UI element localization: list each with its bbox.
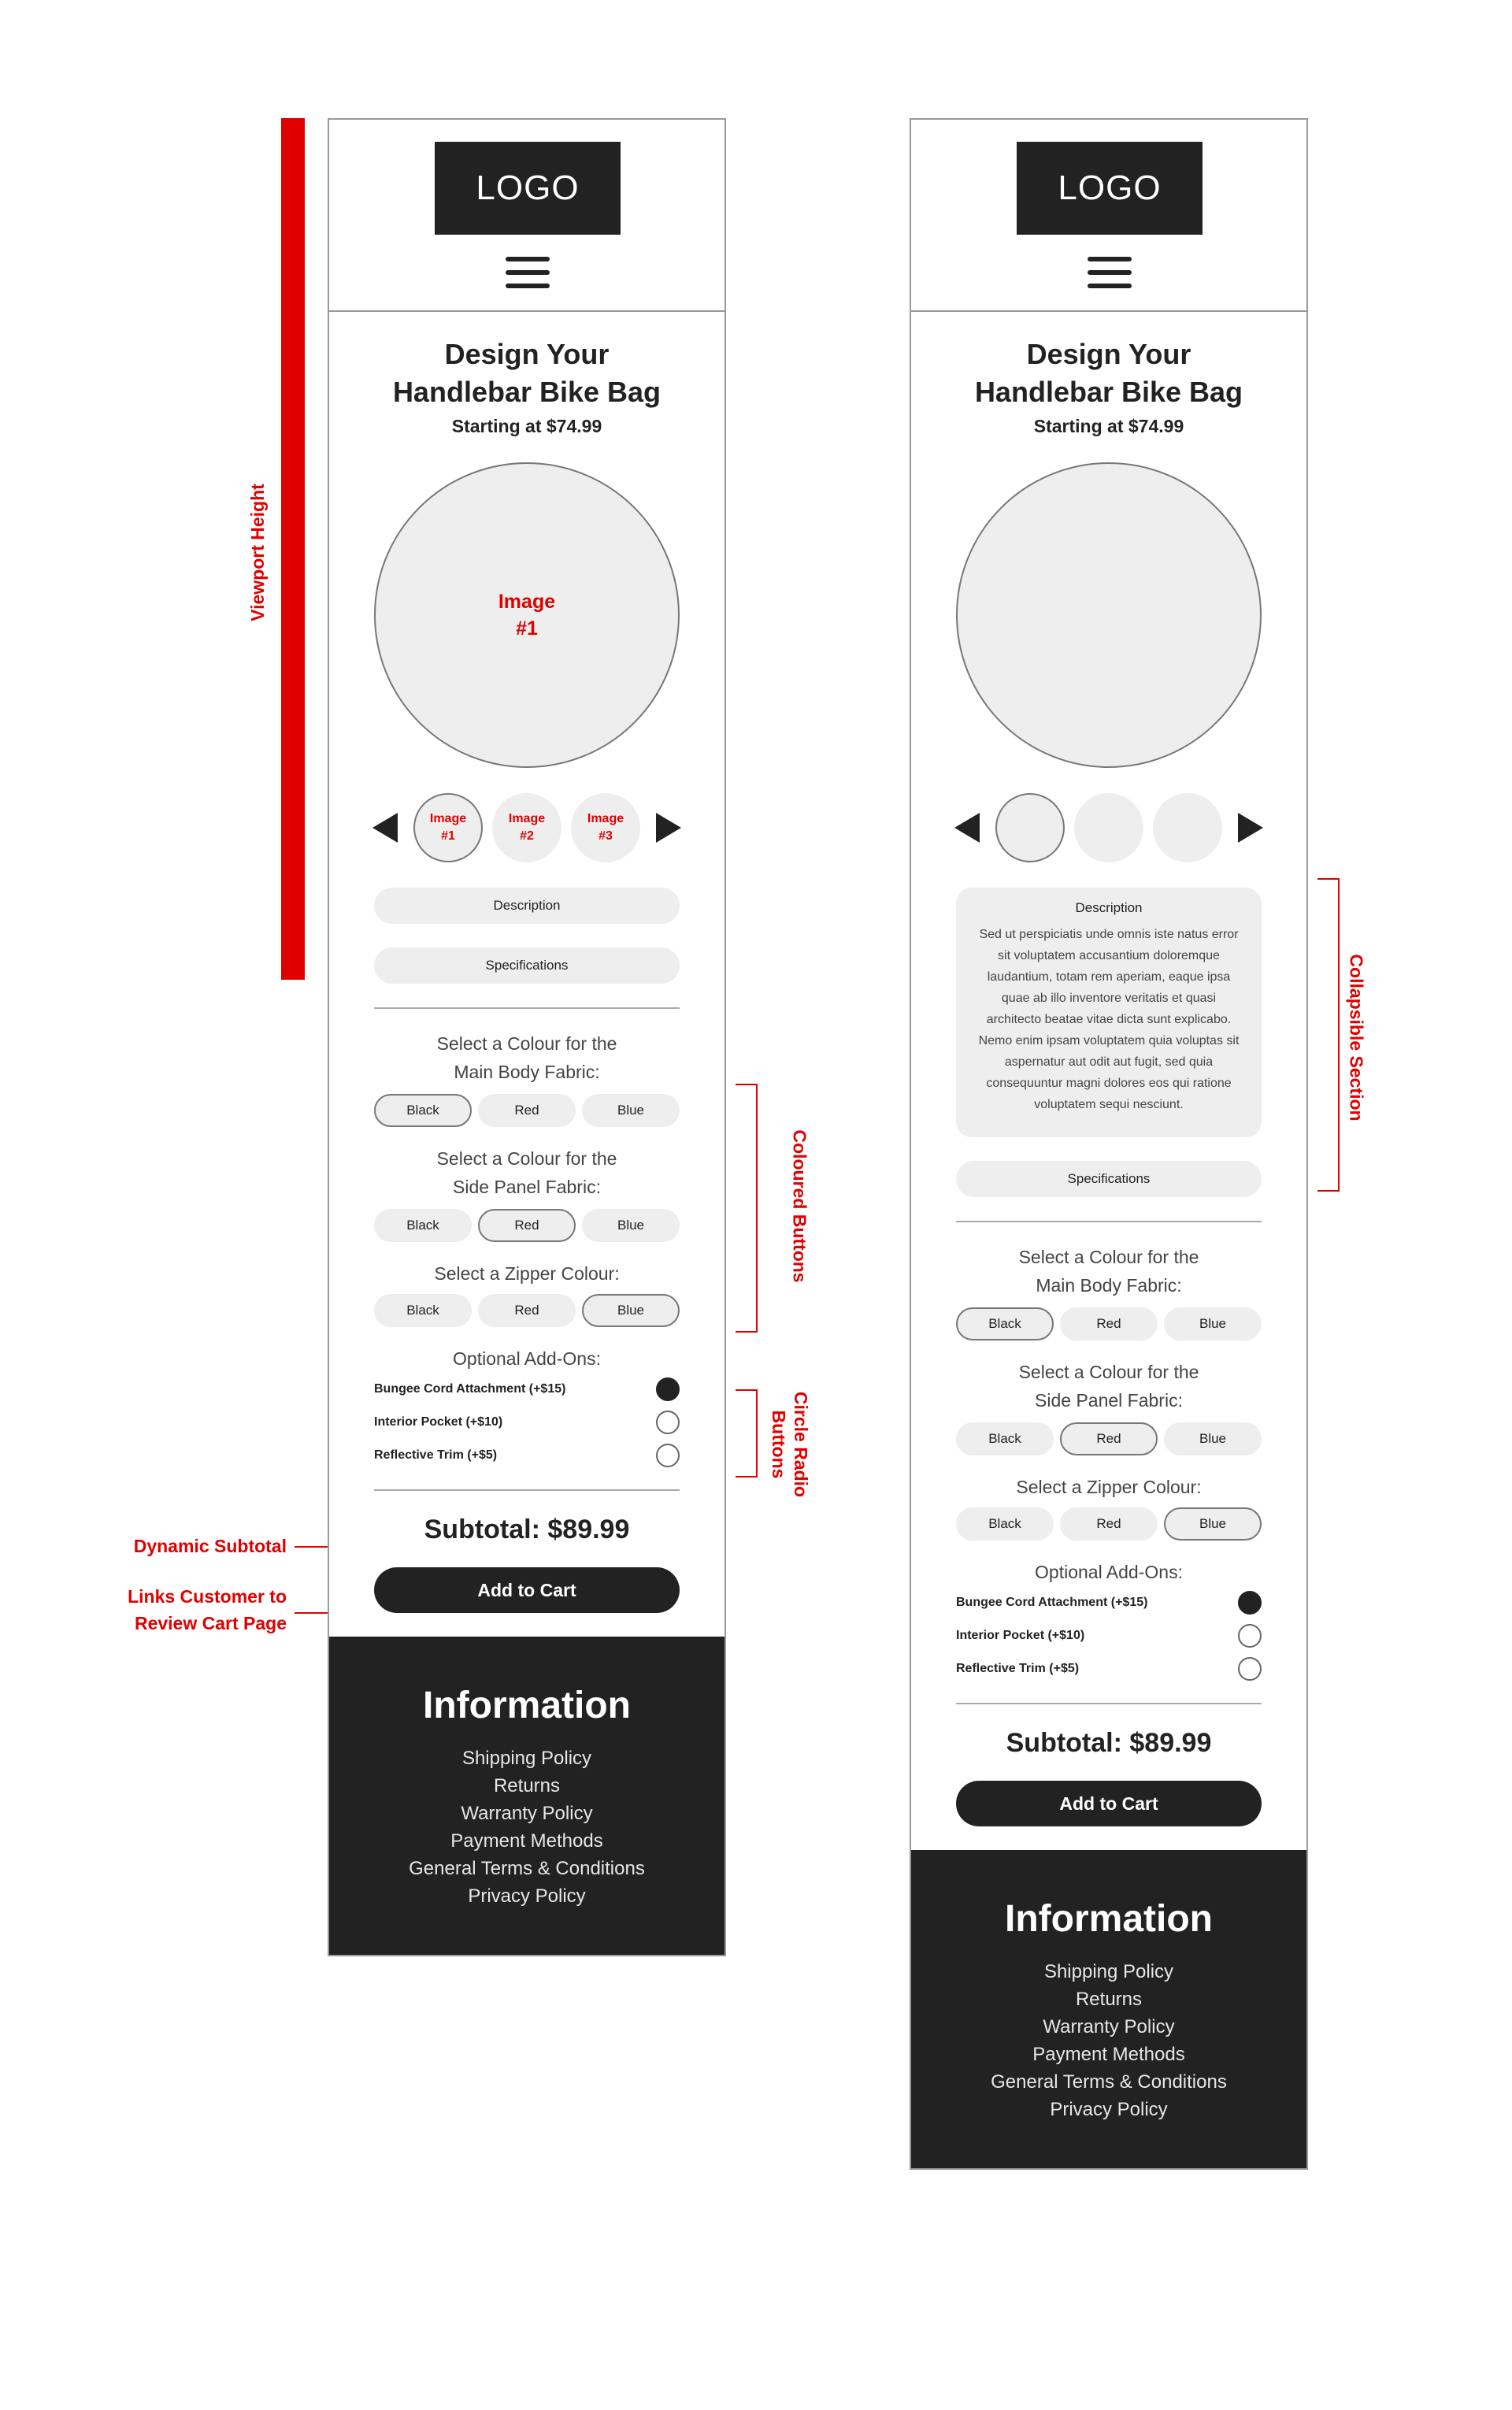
viewport-height-bar (281, 118, 305, 980)
addon-label: Interior Pocket (+$10) (374, 1415, 503, 1429)
side-panel-colour-prompt-line1: Select a Colour for the (436, 1148, 617, 1169)
circle-radio-bracket (736, 1389, 758, 1478)
zipper-blue-button[interactable]: Blue (582, 1294, 680, 1327)
page-title-line2: Handlebar Bike Bag (392, 376, 662, 408)
carousel-next-icon[interactable] (656, 813, 681, 843)
hero-image-label-line2: #1 (516, 617, 538, 640)
page-title (911, 312, 1306, 411)
wireframe-description-expanded (910, 118, 1308, 2170)
links-cart-note-line2: Review Cart Page (134, 1613, 287, 1633)
side-panel-colour-prompt (911, 1358, 1306, 1414)
addon-row[interactable] (374, 1406, 680, 1439)
addons-list (374, 1373, 680, 1472)
viewport-height-label: Viewport Height (246, 484, 268, 621)
circle-radio-label-line1: Circle Radio (791, 1391, 812, 1498)
addon-radio[interactable] (1238, 1657, 1262, 1681)
side-panel-colour-prompt-line1: Select a Colour for the (1018, 1362, 1199, 1382)
thumbnail-2[interactable] (492, 793, 561, 862)
info-link[interactable]: General Terms & Conditions (409, 1858, 645, 1879)
addon-row[interactable] (956, 1619, 1262, 1652)
starting-price: Starting at $74.99 (451, 416, 602, 436)
info-link[interactable]: Returns (493, 1775, 561, 1796)
description-panel-text: Sed ut perspiciatis unde omnis iste natus error sit voluptatem accusantium doloremque laudantium, totam rem aperiam, eaque ipsa quae ab illo inventore veritatis et quasi architecto beatae vitae dicta sunt explicabo. Nemo enim ipsam voluptatem quia voluptas sit aspernatur aut odit aut fugit, sed quia consequuntur magni dolores eos qui ratione voluptatem sequi nesciunt. (978, 928, 1240, 1111)
section-divider (374, 1489, 680, 1491)
hero-image (374, 462, 680, 768)
addons-list (956, 1586, 1262, 1685)
main-body-colour-options (329, 1094, 724, 1127)
product-configurator (329, 312, 724, 1613)
side-panel-black-button[interactable]: Black (374, 1209, 472, 1242)
zipper-colour-prompt: Select a Zipper Colour: (1016, 1477, 1202, 1497)
info-link[interactable]: Payment Methods (450, 1830, 603, 1852)
circle-radio-label-line2: Buttons (769, 1410, 790, 1479)
info-heading: Information (1005, 1898, 1213, 1940)
thumbnail-1-label-line2: #1 (441, 829, 455, 843)
info-link[interactable]: Returns (1075, 1989, 1143, 2010)
side-panel-red-button[interactable]: Red (478, 1209, 576, 1242)
zipper-red-button[interactable]: Red (478, 1294, 576, 1327)
addon-label: Bungee Cord Attachment (+$15) (956, 1596, 1148, 1609)
description-panel-title[interactable]: Description (1075, 900, 1143, 915)
main-body-black-button[interactable]: Black (374, 1094, 472, 1127)
addon-row[interactable] (956, 1652, 1262, 1685)
main-body-red-button[interactable]: Red (1060, 1307, 1158, 1340)
side-panel-colour-options (911, 1422, 1306, 1455)
side-panel-red-button[interactable]: Red (1060, 1422, 1158, 1455)
main-body-blue-button[interactable]: Blue (1164, 1307, 1262, 1340)
addon-radio[interactable] (1238, 1624, 1262, 1648)
image-carousel (911, 792, 1306, 864)
add-to-cart-button[interactable]: Add to Cart (956, 1781, 1262, 1826)
main-body-colour-prompt-line2: Main Body Fabric: (1036, 1275, 1182, 1296)
info-link[interactable]: Warranty Policy (1043, 2016, 1175, 2037)
thumbnail-3[interactable] (1153, 793, 1222, 862)
image-carousel (329, 792, 724, 864)
carousel-prev-icon[interactable] (372, 813, 398, 843)
product-configurator (911, 312, 1306, 1826)
collapsible-bracket (1317, 878, 1340, 1192)
info-link[interactable]: General Terms & Conditions (991, 2071, 1227, 2093)
info-link[interactable]: Shipping Policy (461, 1748, 592, 1769)
info-footer (911, 1850, 1306, 2168)
specifications-toggle-button[interactable]: Specifications (374, 947, 680, 984)
thumbnail-1[interactable] (995, 793, 1065, 862)
specifications-toggle-button[interactable]: Specifications (956, 1161, 1262, 1197)
main-body-colour-options (911, 1307, 1306, 1340)
add-to-cart-button[interactable]: Add to Cart (374, 1567, 680, 1613)
addon-row[interactable] (374, 1439, 680, 1472)
logo[interactable]: LOGO (435, 142, 621, 235)
coloured-buttons-bracket (736, 1084, 758, 1333)
info-link[interactable]: Shipping Policy (1043, 1961, 1174, 1982)
hamburger-menu-icon[interactable] (1088, 257, 1132, 288)
links-cart-note (79, 1583, 287, 1637)
side-panel-colour-prompt (329, 1144, 724, 1201)
zipper-colour-options (329, 1294, 724, 1327)
main-body-red-button[interactable]: Red (478, 1094, 576, 1127)
page-title-line1: Design Your (1026, 338, 1191, 370)
site-header (329, 120, 724, 312)
wireframe-default (328, 118, 726, 1956)
addon-row[interactable] (956, 1586, 1262, 1619)
info-links (911, 1958, 1306, 2123)
thumbnail-2[interactable] (1074, 793, 1143, 862)
collapsible-label: Collapsible Section (1346, 954, 1367, 1122)
subtotal: Subtotal: $89.99 (424, 1515, 630, 1544)
description-toggle-button[interactable]: Description (374, 888, 680, 924)
info-link[interactable]: Payment Methods (1032, 2044, 1185, 2065)
zipper-colour-prompt: Select a Zipper Colour: (434, 1263, 620, 1284)
main-body-colour-prompt (911, 1243, 1306, 1300)
circle-radio-label (768, 1392, 812, 1497)
hamburger-menu-icon[interactable] (506, 257, 550, 288)
site-header (911, 120, 1306, 312)
zipper-colour-options (911, 1507, 1306, 1541)
thumbnail-1-label-line1: Image (429, 812, 467, 825)
section-divider (956, 1703, 1262, 1704)
side-panel-blue-button[interactable]: Blue (1164, 1422, 1262, 1455)
carousel-prev-icon[interactable] (954, 813, 980, 843)
hero-image-label-line1: Image (498, 591, 556, 613)
addons-heading: Optional Add-Ons: (453, 1348, 601, 1369)
logo[interactable]: LOGO (1017, 142, 1203, 235)
info-footer (329, 1637, 724, 1955)
addon-label: Reflective Trim (+$5) (374, 1448, 498, 1462)
side-panel-colour-options (329, 1209, 724, 1242)
addon-radio[interactable] (1238, 1591, 1262, 1615)
zipper-black-button[interactable]: Black (374, 1294, 472, 1327)
addon-label: Interior Pocket (+$10) (956, 1629, 1085, 1642)
page-title (329, 312, 724, 411)
info-link[interactable]: Warranty Policy (461, 1803, 593, 1824)
side-panel-colour-prompt-line2: Side Panel Fabric: (1035, 1390, 1183, 1411)
thumbnail-3-label-line2: #3 (598, 829, 613, 843)
main-body-colour-prompt-line2: Main Body Fabric: (454, 1062, 600, 1082)
info-heading: Information (423, 1685, 631, 1726)
zipper-blue-button[interactable]: Blue (1164, 1507, 1262, 1541)
thumbnail-1[interactable] (413, 793, 483, 862)
thumbnail-2-label-line1: Image (508, 812, 546, 825)
side-panel-black-button[interactable]: Black (956, 1422, 1054, 1455)
main-body-black-button[interactable]: Black (956, 1307, 1054, 1340)
addon-row[interactable] (374, 1373, 680, 1406)
addon-label: Reflective Trim (+$5) (956, 1662, 1080, 1675)
coloured-buttons-label: Coloured Buttons (789, 1129, 810, 1283)
carousel-next-icon[interactable] (1238, 813, 1263, 843)
addon-radio[interactable] (656, 1411, 680, 1434)
zipper-black-button[interactable]: Black (956, 1507, 1054, 1541)
page-title-line1: Design Your (444, 338, 610, 370)
addons-heading: Optional Add-Ons: (1035, 1562, 1183, 1582)
addon-radio[interactable] (656, 1377, 680, 1401)
starting-price: Starting at $74.99 (1033, 416, 1184, 436)
thumbnail-3-label-line1: Image (587, 812, 624, 825)
info-link[interactable]: Privacy Policy (1050, 2099, 1168, 2120)
side-panel-colour-prompt-line2: Side Panel Fabric: (453, 1177, 601, 1197)
thumbnail-3[interactable] (571, 793, 640, 862)
hero-image (956, 462, 1262, 768)
subtotal: Subtotal: $89.99 (1006, 1728, 1212, 1758)
addon-radio[interactable] (656, 1444, 680, 1467)
section-divider (374, 1007, 680, 1009)
description-panel[interactable] (956, 888, 1262, 1137)
main-body-colour-prompt-line1: Select a Colour for the (436, 1033, 617, 1054)
main-body-colour-prompt-line1: Select a Colour for the (1018, 1247, 1199, 1267)
dynamic-subtotal-note: Dynamic Subtotal (133, 1536, 287, 1556)
main-body-blue-button[interactable]: Blue (582, 1094, 680, 1127)
links-cart-note-line1: Links Customer to (128, 1586, 287, 1607)
zipper-red-button[interactable]: Red (1060, 1507, 1158, 1541)
side-panel-blue-button[interactable]: Blue (582, 1209, 680, 1242)
page-title-line2: Handlebar Bike Bag (974, 376, 1243, 408)
main-body-colour-prompt (329, 1029, 724, 1086)
section-divider (956, 1221, 1262, 1222)
info-links (329, 1744, 724, 1910)
addon-label: Bungee Cord Attachment (+$15) (374, 1382, 566, 1396)
info-link[interactable]: Privacy Policy (468, 1885, 586, 1907)
thumbnail-2-label-line2: #2 (520, 829, 534, 843)
